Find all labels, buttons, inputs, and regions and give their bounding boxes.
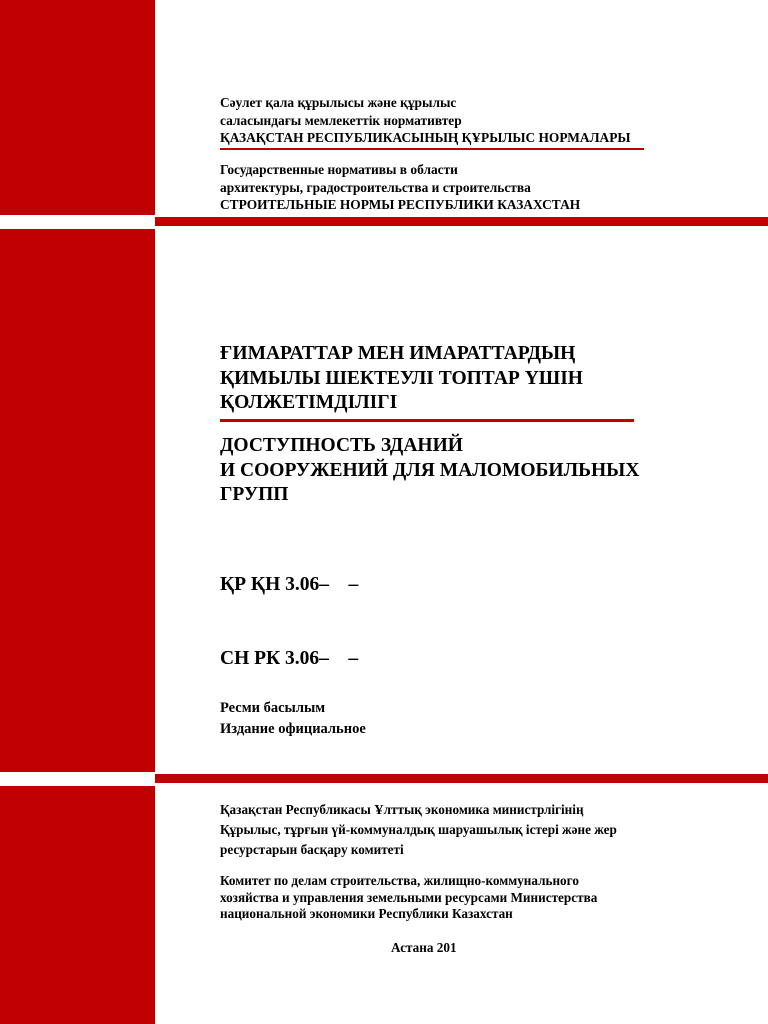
document-codes [220, 524, 358, 696]
left-red-block-middle [0, 229, 155, 772]
title-ru [220, 434, 639, 508]
header-divider [220, 148, 644, 150]
title-ru-line2: И СООРУЖЕНИЙ ДЛЯ МАЛОМОБИЛЬНЫХ [220, 459, 640, 481]
header-ru-line3: СТРОИТЕЛЬНЫЕ НОРМЫ РЕСПУБЛИКИ КАЗАХСТАН [220, 197, 581, 212]
header-kz-line1: Сәулет қала құрылысы және құрылыс [220, 95, 457, 110]
header-kz [220, 94, 631, 147]
red-band-top [155, 217, 768, 226]
header-ru-line2: архитектуры, градостроительства и строительства [220, 179, 531, 195]
place-year: Астана 201 [391, 940, 457, 955]
red-band-bottom [155, 774, 768, 783]
header-ru-line1: Государственные нормативы в области [220, 162, 458, 177]
left-red-block-bottom [0, 786, 155, 1024]
title-ru-line3: ГРУПП [220, 484, 289, 505]
title-kz [220, 342, 583, 416]
header-kz-line2: саласындағы мемлекеттік нормативтер [220, 112, 462, 128]
publisher-ru-line1: Комитет по делам строительства, жилищно-коммунального [220, 873, 579, 888]
title-kz-line2: ҚИМЫЛЫ ШЕКТЕУЛІ ТОПТАР ҮШІН [220, 367, 583, 389]
edition-kz: Ресми басылым [220, 700, 326, 716]
publisher-ru [220, 873, 597, 923]
publisher-kz-line1: Қазақстан Республикасы Ұлттық экономика министрлігінің [220, 802, 584, 817]
publisher-kz-line2: Құрылыс, тұрғын үй-коммуналдық шаруашылық істері және жер [220, 822, 617, 837]
publisher-kz-line3: ресурстарын басқару комитеті [220, 842, 404, 857]
edition-ru: Издание официальное [220, 721, 366, 737]
publisher-ru-line3: национальной экономики Республики Казахстан [220, 906, 513, 921]
title-ru-line1: ДОСТУПНОСТЬ ЗДАНИЙ [220, 435, 463, 456]
left-red-block-top [0, 0, 155, 215]
title-kz-line3: ҚОЛЖЕТІМДІЛІГІ [220, 392, 398, 413]
publisher-ru-line2: хозяйства и управления земельными ресурсами Министерства [220, 889, 598, 905]
code-ru: СН РК 3.06– – [220, 647, 359, 669]
edition [220, 698, 366, 740]
title-divider [220, 419, 634, 422]
header-ru [220, 161, 580, 214]
code-kz: ҚР ҚН 3.06– – [220, 574, 359, 595]
publisher-kz [220, 800, 617, 860]
title-kz-line1: ҒИМАРАТТАР МЕН ИМАРАТТАРДЫҢ [220, 343, 576, 364]
header-kz-line3: ҚАЗАҚСТАН РЕСПУБЛИКАСЫНЫҢ ҚҰРЫЛЫС НОРМАЛАРЫ [220, 130, 631, 145]
